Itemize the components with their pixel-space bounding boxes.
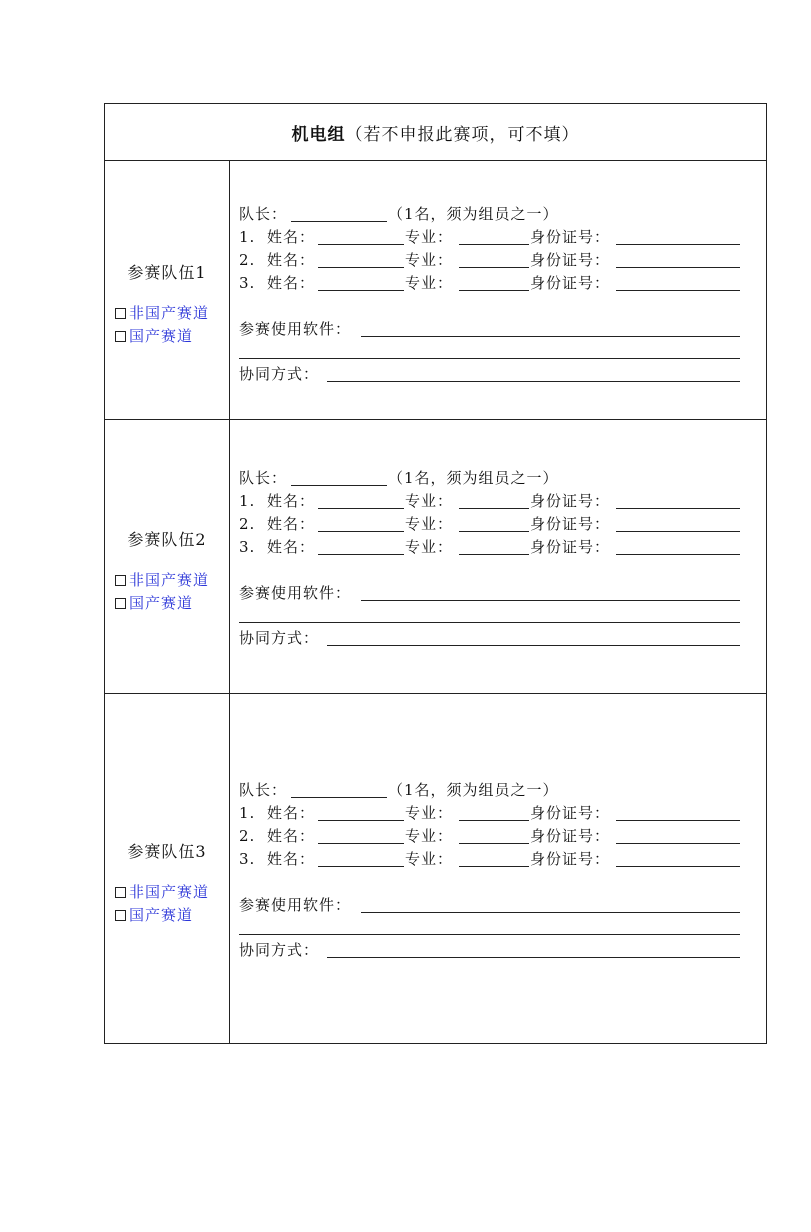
team-label-cell bbox=[105, 420, 230, 693]
id-label: 身份证号： bbox=[530, 251, 611, 269]
software-field-continued[interactable] bbox=[239, 934, 740, 935]
track-option[interactable] bbox=[115, 904, 193, 925]
team-label-cell bbox=[105, 160, 230, 419]
team-name: 参赛队伍3 bbox=[127, 842, 207, 861]
captain-note: （1名，须为组员之一） bbox=[388, 781, 559, 799]
captain-label: 队长： bbox=[239, 205, 288, 223]
track-option[interactable] bbox=[115, 592, 193, 613]
captain-note: （1名，须为组员之一） bbox=[388, 469, 559, 487]
id-label: 身份证号： bbox=[530, 538, 611, 556]
title-group: 机电组 bbox=[291, 124, 346, 145]
name-field[interactable] bbox=[318, 820, 404, 821]
track-label: 国产赛道 bbox=[129, 906, 194, 924]
member-number: 1. bbox=[239, 492, 256, 510]
captain-note: （1名，须为组员之一） bbox=[388, 205, 559, 223]
collab-label: 协同方式： bbox=[239, 365, 320, 383]
collab-label: 协同方式： bbox=[239, 629, 320, 647]
software-field-continued[interactable] bbox=[239, 622, 740, 623]
member-number: 2. bbox=[239, 515, 256, 533]
member-number: 2. bbox=[239, 251, 256, 269]
member-number: 3. bbox=[239, 538, 256, 556]
title-note: （若不申报此赛项，可不填） bbox=[345, 124, 580, 145]
collab-label: 协同方式： bbox=[239, 941, 320, 959]
name-label: 姓名： bbox=[267, 538, 316, 556]
id-label: 身份证号： bbox=[530, 827, 611, 845]
major-label: 专业： bbox=[405, 274, 454, 292]
track-option[interactable] bbox=[115, 302, 209, 323]
name-field[interactable] bbox=[318, 531, 404, 532]
team-section bbox=[105, 420, 766, 694]
checkbox[interactable] bbox=[115, 308, 126, 319]
team-detail-cell bbox=[230, 694, 766, 1044]
name-field[interactable] bbox=[318, 866, 404, 867]
track-option[interactable] bbox=[115, 325, 193, 346]
name-field[interactable] bbox=[318, 554, 404, 555]
software-label: 参赛使用软件： bbox=[239, 320, 352, 338]
id-field[interactable] bbox=[616, 244, 740, 245]
team-section bbox=[105, 694, 766, 1044]
id-field[interactable] bbox=[616, 508, 740, 509]
name-label: 姓名： bbox=[267, 515, 316, 533]
captain-label: 队长： bbox=[239, 781, 288, 799]
team-label-cell bbox=[105, 694, 230, 1044]
major-field[interactable] bbox=[459, 267, 529, 268]
name-label: 姓名： bbox=[267, 274, 316, 292]
major-label: 专业： bbox=[405, 228, 454, 246]
major-field[interactable] bbox=[459, 244, 529, 245]
checkbox[interactable] bbox=[115, 910, 126, 921]
captain-field[interactable] bbox=[291, 797, 387, 798]
major-label: 专业： bbox=[405, 515, 454, 533]
checkbox[interactable] bbox=[115, 331, 126, 342]
track-option[interactable] bbox=[115, 881, 209, 902]
checkbox[interactable] bbox=[115, 887, 126, 898]
member-number: 1. bbox=[239, 228, 256, 246]
track-label: 非国产赛道 bbox=[129, 571, 210, 589]
captain-label: 队长： bbox=[239, 469, 288, 487]
member-number: 2. bbox=[239, 827, 256, 845]
member-number: 3. bbox=[239, 850, 256, 868]
checkbox[interactable] bbox=[115, 575, 126, 586]
name-field[interactable] bbox=[318, 244, 404, 245]
table-title bbox=[105, 104, 766, 161]
id-label: 身份证号： bbox=[530, 804, 611, 822]
major-label: 专业： bbox=[405, 251, 454, 269]
team-detail-cell bbox=[230, 420, 766, 693]
major-field[interactable] bbox=[459, 866, 529, 867]
major-field[interactable] bbox=[459, 554, 529, 555]
collab-field[interactable] bbox=[327, 645, 740, 646]
collab-field[interactable] bbox=[327, 957, 740, 958]
name-label: 姓名： bbox=[267, 492, 316, 510]
software-label: 参赛使用软件： bbox=[239, 584, 352, 602]
major-field[interactable] bbox=[459, 820, 529, 821]
name-label: 姓名： bbox=[267, 228, 316, 246]
name-field[interactable] bbox=[318, 290, 404, 291]
id-field[interactable] bbox=[616, 866, 740, 867]
registration-table bbox=[104, 103, 767, 1044]
id-label: 身份证号： bbox=[530, 850, 611, 868]
name-label: 姓名： bbox=[267, 850, 316, 868]
major-label: 专业： bbox=[405, 804, 454, 822]
major-label: 专业： bbox=[405, 538, 454, 556]
major-label: 专业： bbox=[405, 827, 454, 845]
id-label: 身份证号： bbox=[530, 492, 611, 510]
captain-field[interactable] bbox=[291, 221, 387, 222]
id-label: 身份证号： bbox=[530, 515, 611, 533]
major-field[interactable] bbox=[459, 508, 529, 509]
id-field[interactable] bbox=[616, 531, 740, 532]
member-number: 3. bbox=[239, 274, 256, 292]
software-field[interactable] bbox=[361, 912, 740, 913]
software-field[interactable] bbox=[361, 600, 740, 601]
major-label: 专业： bbox=[405, 850, 454, 868]
id-field[interactable] bbox=[616, 554, 740, 555]
software-label: 参赛使用软件： bbox=[239, 896, 352, 914]
team-section bbox=[105, 160, 766, 420]
name-field[interactable] bbox=[318, 843, 404, 844]
team-name: 参赛队伍1 bbox=[127, 263, 207, 282]
track-label: 国产赛道 bbox=[129, 594, 194, 612]
track-label: 非国产赛道 bbox=[129, 883, 210, 901]
major-field[interactable] bbox=[459, 290, 529, 291]
software-field[interactable] bbox=[361, 336, 740, 337]
software-field-continued[interactable] bbox=[239, 358, 740, 359]
id-field[interactable] bbox=[616, 290, 740, 291]
major-field[interactable] bbox=[459, 531, 529, 532]
name-label: 姓名： bbox=[267, 251, 316, 269]
name-label: 姓名： bbox=[267, 827, 316, 845]
id-label: 身份证号： bbox=[530, 274, 611, 292]
member-number: 1. bbox=[239, 804, 256, 822]
major-field[interactable] bbox=[459, 843, 529, 844]
id-field[interactable] bbox=[616, 267, 740, 268]
name-field[interactable] bbox=[318, 508, 404, 509]
checkbox[interactable] bbox=[115, 598, 126, 609]
id-label: 身份证号： bbox=[530, 228, 611, 246]
collab-field[interactable] bbox=[327, 381, 740, 382]
track-label: 国产赛道 bbox=[129, 327, 194, 345]
major-label: 专业： bbox=[405, 492, 454, 510]
name-field[interactable] bbox=[318, 267, 404, 268]
track-label: 非国产赛道 bbox=[129, 304, 210, 322]
team-name: 参赛队伍2 bbox=[127, 530, 207, 549]
name-label: 姓名： bbox=[267, 804, 316, 822]
captain-field[interactable] bbox=[291, 485, 387, 486]
track-option[interactable] bbox=[115, 569, 209, 590]
id-field[interactable] bbox=[616, 843, 740, 844]
id-field[interactable] bbox=[616, 820, 740, 821]
team-detail-cell bbox=[230, 160, 766, 419]
